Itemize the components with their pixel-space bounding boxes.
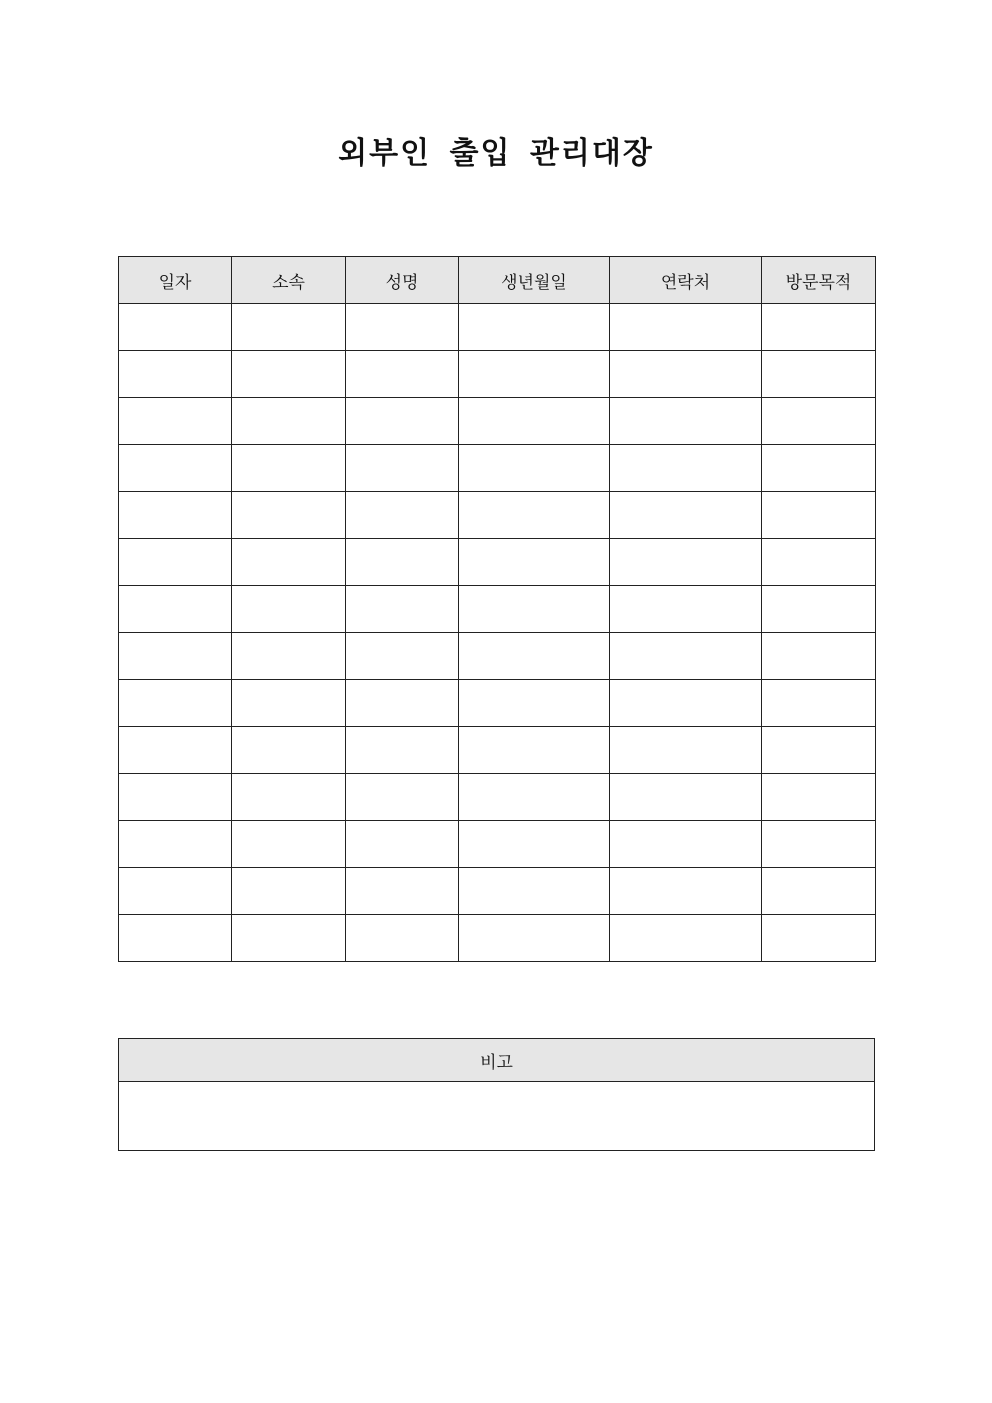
affiliation-cell[interactable] [232,586,346,633]
table-row [119,445,876,492]
visitor-log-body [119,304,876,962]
document-title: 외부인 출입 관리대장 [338,136,654,171]
visit-purpose-cell[interactable] [762,868,876,915]
visit-purpose-cell[interactable] [762,398,876,445]
name-cell[interactable] [346,398,459,445]
contact-cell[interactable] [610,868,762,915]
birthdate-cell[interactable] [459,492,610,539]
date-cell[interactable] [119,445,232,492]
birthdate-cell[interactable] [459,774,610,821]
contact-cell[interactable] [610,539,762,586]
visit-purpose-cell[interactable] [762,304,876,351]
affiliation-cell[interactable] [232,868,346,915]
visit-purpose-cell[interactable] [762,351,876,398]
birthdate-cell[interactable] [459,445,610,492]
table-row [119,398,876,445]
date-cell[interactable] [119,821,232,868]
visit-purpose-cell[interactable] [762,915,876,962]
date-cell[interactable] [119,633,232,680]
contact-cell[interactable] [610,821,762,868]
visit-purpose-cell[interactable] [762,821,876,868]
birthdate-cell[interactable] [459,351,610,398]
header-contact: 연락처 [610,257,762,304]
table-row [119,492,876,539]
visitor-log-table [118,256,876,962]
table-row [119,915,876,962]
affiliation-cell[interactable] [232,304,346,351]
contact-cell[interactable] [610,633,762,680]
affiliation-cell[interactable] [232,398,346,445]
name-cell[interactable] [346,821,459,868]
contact-cell[interactable] [610,586,762,633]
birthdate-cell[interactable] [459,586,610,633]
birthdate-cell[interactable] [459,398,610,445]
name-cell[interactable] [346,351,459,398]
affiliation-cell[interactable] [232,539,346,586]
visit-purpose-cell[interactable] [762,492,876,539]
contact-cell[interactable] [610,445,762,492]
contact-cell[interactable] [610,727,762,774]
table-row [119,727,876,774]
visit-purpose-cell[interactable] [762,774,876,821]
header-birthdate: 생년월일 [459,257,610,304]
table-row [119,586,876,633]
name-cell[interactable] [346,868,459,915]
name-cell[interactable] [346,539,459,586]
visit-purpose-cell[interactable] [762,727,876,774]
birthdate-cell[interactable] [459,633,610,680]
birthdate-cell[interactable] [459,304,610,351]
birthdate-cell[interactable] [459,868,610,915]
name-cell[interactable] [346,304,459,351]
name-cell[interactable] [346,680,459,727]
date-cell[interactable] [119,539,232,586]
date-cell[interactable] [119,680,232,727]
contact-cell[interactable] [610,680,762,727]
affiliation-cell[interactable] [232,774,346,821]
table-row [119,633,876,680]
date-cell[interactable] [119,774,232,821]
remarks-content-cell[interactable] [119,1082,875,1151]
visit-purpose-cell[interactable] [762,586,876,633]
remarks-content-row [119,1082,875,1151]
name-cell[interactable] [346,492,459,539]
visit-purpose-cell[interactable] [762,539,876,586]
header-date: 일자 [119,257,232,304]
contact-cell[interactable] [610,398,762,445]
date-cell[interactable] [119,868,232,915]
remarks-table [118,1038,875,1151]
name-cell[interactable] [346,727,459,774]
affiliation-cell[interactable] [232,680,346,727]
visit-purpose-cell[interactable] [762,633,876,680]
birthdate-cell[interactable] [459,539,610,586]
header-affiliation: 소속 [232,257,346,304]
table-row [119,351,876,398]
table-row [119,304,876,351]
contact-cell[interactable] [610,304,762,351]
affiliation-cell[interactable] [232,351,346,398]
affiliation-cell[interactable] [232,821,346,868]
header-name: 성명 [346,257,459,304]
birthdate-cell[interactable] [459,915,610,962]
remarks-header: 비고 [119,1039,875,1082]
date-cell[interactable] [119,915,232,962]
affiliation-cell[interactable] [232,727,346,774]
contact-cell[interactable] [610,774,762,821]
contact-cell[interactable] [610,351,762,398]
birthdate-cell[interactable] [459,680,610,727]
affiliation-cell[interactable] [232,633,346,680]
birthdate-cell[interactable] [459,821,610,868]
visit-purpose-cell[interactable] [762,445,876,492]
contact-cell[interactable] [610,492,762,539]
visit-purpose-cell[interactable] [762,680,876,727]
table-row [119,680,876,727]
header-visit-purpose: 방문목적 [762,257,876,304]
date-cell[interactable] [119,351,232,398]
table-row [119,539,876,586]
name-cell[interactable] [346,633,459,680]
affiliation-cell[interactable] [232,445,346,492]
name-cell[interactable] [346,586,459,633]
table-header-row [119,257,876,304]
date-cell[interactable] [119,398,232,445]
affiliation-cell[interactable] [232,492,346,539]
remarks-header-row [119,1039,875,1082]
table-row [119,774,876,821]
affiliation-cell[interactable] [232,915,346,962]
table-row [119,821,876,868]
date-cell[interactable] [119,304,232,351]
name-cell[interactable] [346,445,459,492]
date-cell[interactable] [119,727,232,774]
date-cell[interactable] [119,586,232,633]
name-cell[interactable] [346,915,459,962]
birthdate-cell[interactable] [459,727,610,774]
contact-cell[interactable] [610,915,762,962]
name-cell[interactable] [346,774,459,821]
date-cell[interactable] [119,492,232,539]
table-row [119,868,876,915]
